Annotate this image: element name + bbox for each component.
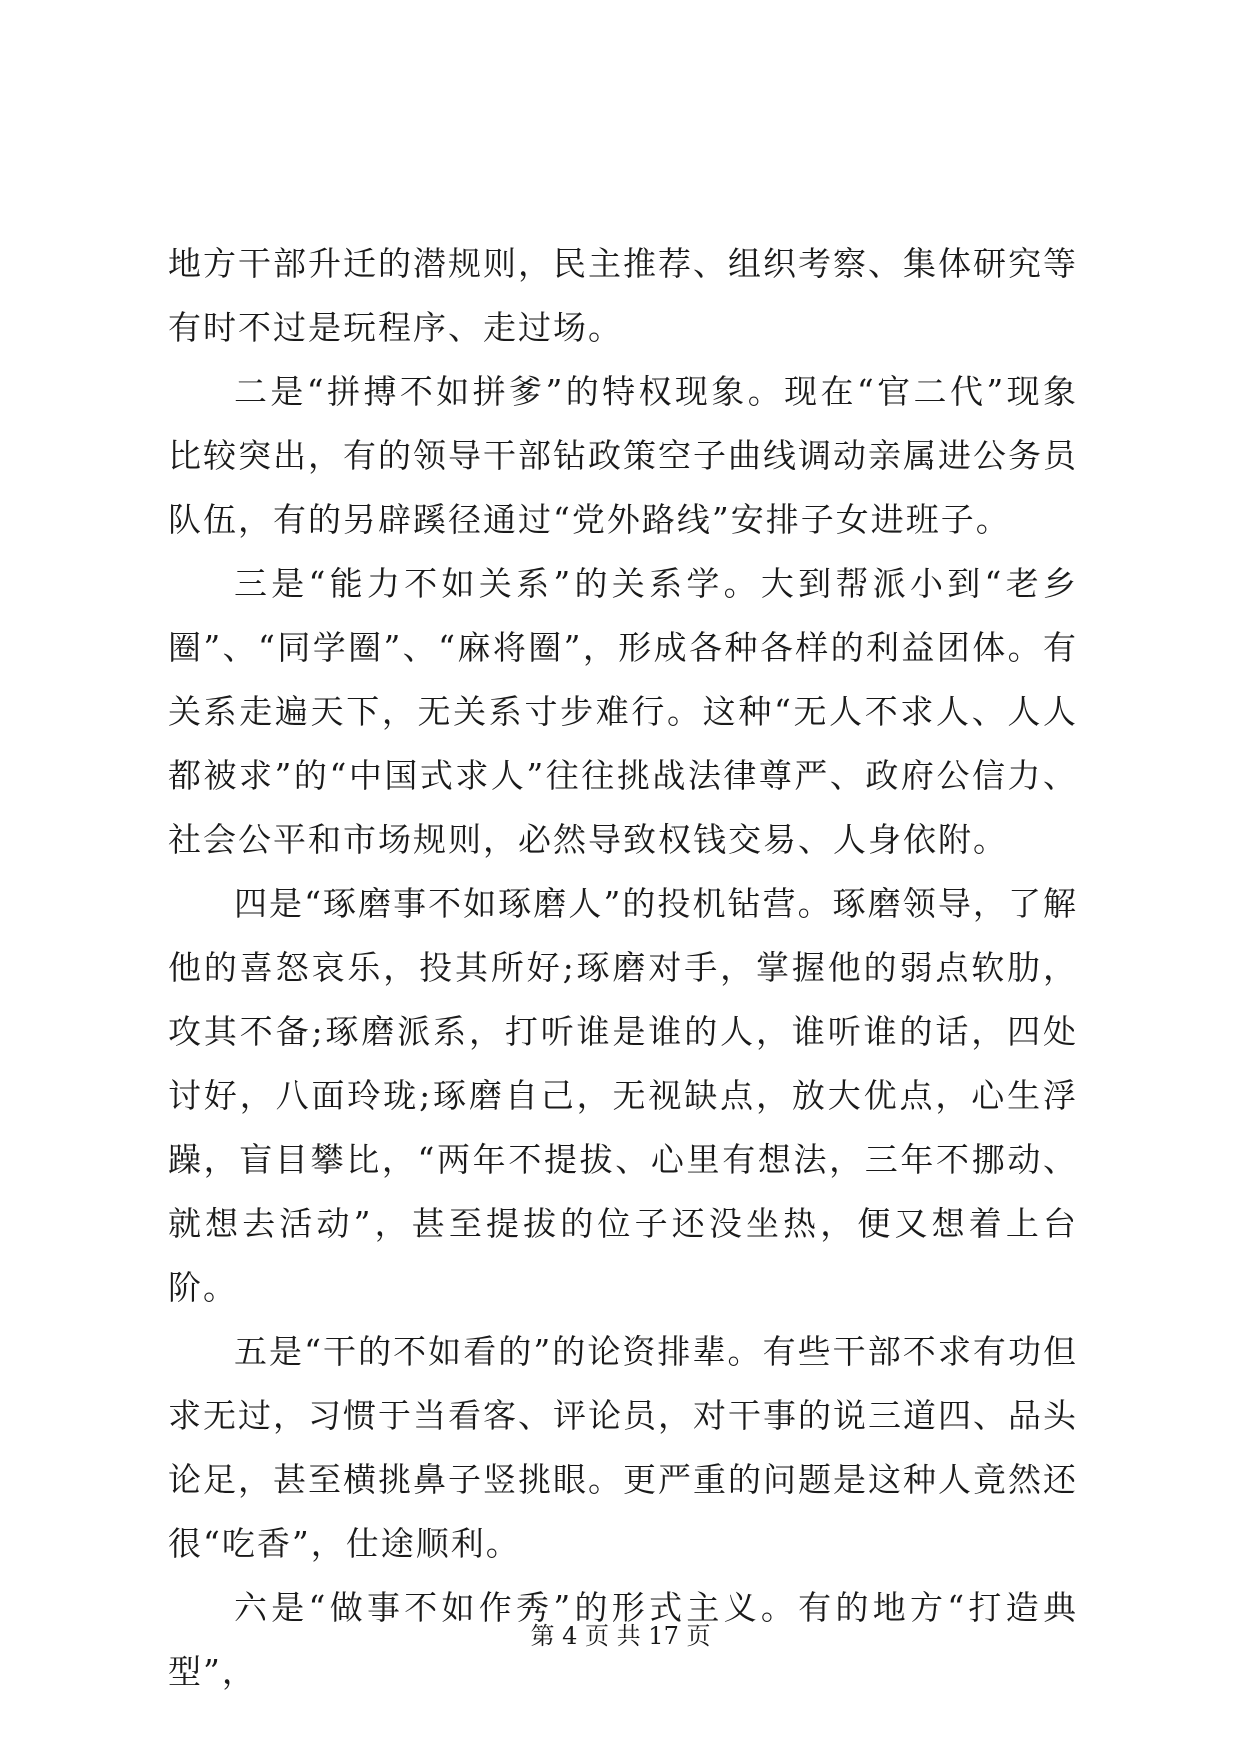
document-body [168,232,1078,1704]
paragraph-continuation: 地方干部升迁的潜规则，民主推荐、组织考察、集体研究等有时不过是玩程序、走过场。 [168,244,1078,347]
paragraph-item-6: 六是“做事不如作秀”的形式主义。有的地方“打造典型”， [168,1588,1078,1691]
paragraph-item-5: 五是“干的不如看的”的论资排辈。有些干部不求有功但求无过，习惯于当看客、评论员，对干事的说三道四、品头论足，甚至横挑鼻子竖挑眼。更严重的问题是这种人竟然还很“吃香”，仕途顺利。 [168,1332,1078,1563]
page-number-footer: 第 4 页 共 17 页 [530,1622,711,1650]
paragraph-item-4: 四是“琢磨事不如琢磨人”的投机钻营。琢磨领导，了解他的喜怒哀乐，投其所好;琢磨对手，掌握他的弱点软肋，攻其不备;琢磨派系，打听谁是谁的人，谁听谁的话，四处讨好，八面玲珑;琢磨自己，无视缺点，放大优点，心生浮躁，盲目攀比，“两年不提拔、心里有想法，三年不挪动、就想去活动”，甚至提拔的位子还没坐热，便又想着上台阶。 [168,884,1078,1307]
paragraph-item-2: 二是“拼搏不如拼爹”的特权现象。现在“官二代”现象比较突出，有的领导干部钻政策空子曲线调动亲属进公务员队伍，有的另辟蹊径通过“党外路线”安排子女进班子。 [168,372,1078,539]
paragraph-item-3: 三是“能力不如关系”的关系学。大到帮派小到“老乡圈”、“同学圈”、“麻将圈”，形成各种各样的利益团体。有关系走遍天下，无关系寸步难行。这种“无人不求人、人人都被求”的“中国式求人”往往挑战法律尊严、政府公信力、社会公平和市场规则，必然导致权钱交易、人身依附。 [168,564,1078,859]
